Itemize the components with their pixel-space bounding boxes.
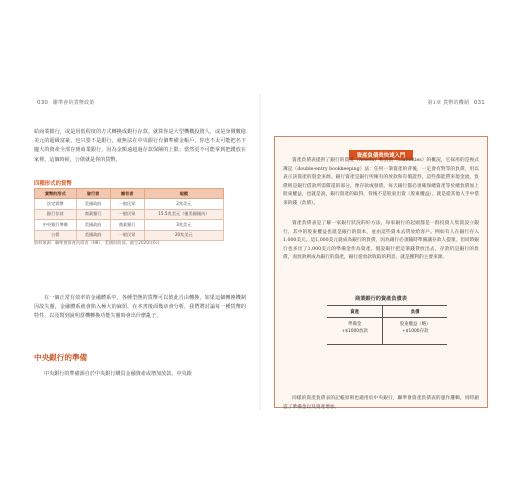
sidebar-box: [274, 136, 488, 408]
table-cell: 銀行存款: [35, 209, 77, 220]
left-header-title: 聯準會的貨幣政策: [52, 100, 95, 106]
right-page: [260, 94, 506, 410]
balance-sheet-header-cell: 資產: [327, 306, 383, 318]
table-cell: 美國政府: [76, 220, 110, 231]
table-cell: 美國政府: [76, 199, 110, 210]
table-row: [35, 230, 224, 241]
balance-sheet-liabilities-cell: [383, 318, 447, 345]
balance-sheet-entry: 股東權益（略）: [399, 322, 431, 327]
sidebar-paragraph-1: 資產負債表提供了銀行的資產（Assets）和負債（Liabilities）的概況，它採用的是複式簿記（double-entry bookkeeping）法：任何一筆資產的背後，一定會有對等的負債，用以表示該資產的資金來源。銀行資產是銀行所擁有的放款和有價證券，這些都能帶來現金流，負債則是銀行借款所需償還的部分，像存款或發債，每天銀行都必須確保總資產等於總負債加上股東權益，也就是說，銀行資產的取得，背後不是股東出資（股東權益），就是從其他人手中借來的錢（負債）。: [283, 158, 479, 206]
right-page-number: 031: [473, 100, 485, 106]
left-paragraph-3: 中央銀行的準備源自於中央銀行購買金融資產或增加放款。中央銀: [44, 371, 192, 377]
balance-sheet-table: [327, 305, 447, 345]
table-cell: 一般民眾: [110, 230, 144, 241]
table-cell: 商業銀行: [110, 220, 144, 231]
sidebar-paragraph-2: 資產負債表是了解一家銀行狀況的好方法，每家銀行的起頭都是一群投資人集資設立銀行，其中的股東權益也就是銀行的資本，並由這些資本去貸放給客戶。例如有人在銀行存入1,000美元，這1,000美元就成為銀行的負債，因為銀行必須隨時準備讓存款人提領，但同時銀行也多出了1,000美元的準備金作為資產。假設銀行把這筆錢貸放出去，存款仍是銀行的負債，而放款則成為銀行的資產，銀行從放款收取的利息，就是獲利的主要來源。: [283, 221, 479, 260]
table-cell: 法定貨幣: [35, 199, 77, 210]
balance-sheet-title: 商業銀行的資產負債表: [355, 296, 407, 302]
balance-sheet-entry: +$1000存款: [401, 329, 429, 334]
table-cell: 一般民眾: [110, 209, 144, 220]
book-spread: [14, 94, 506, 410]
table-cell: 20兆美元: [144, 230, 223, 241]
right-header-chapter: 第1章: [427, 100, 442, 106]
table-cell: 2兆美元: [144, 199, 223, 210]
right-header-title: 貨幣的機制: [443, 100, 470, 106]
table-cell: 中央銀行準備: [35, 220, 77, 231]
table-header-cell: 規模: [144, 189, 223, 199]
left-paragraph-1: 給商業銀行，或是用低程度的方式轉換成銀行存款。就算你是大型機構投資人，或是身價數億美元的超級富豪，也只要不是銀行，就無法在中央銀行有個準備金帳戶，你也不太可能把名下龐大的資產全部存到商業銀行，因為金額遠超過存款保險的上限；當然更不可能掌到把錢放在家裡，這個時候，公債就是你的貨幣。: [34, 129, 246, 163]
sidebar-box-title-label: 資產負債表快速入門: [349, 150, 414, 160]
balance-sheet-entry: 準備金: [348, 322, 362, 327]
sidebar-paragraph-3: 同樣的資產負債表的記帳原則也適用於中央銀行，聯準會資產負債表的運作邏輯，同時創造了準備金以及資產增加。: [283, 396, 479, 410]
table-header-cell: 擁有者: [110, 189, 144, 199]
table-header-cell: 貨幣的形式: [35, 189, 77, 199]
section-heading: 中央銀行的準備: [34, 353, 88, 362]
left-page-number: 030: [37, 100, 49, 106]
money-forms-table: [34, 188, 224, 241]
table-cell: 3兆美元: [144, 220, 223, 231]
table-row: [35, 209, 224, 220]
table-cell: 一般民眾: [110, 199, 144, 210]
balance-sheet-assets-cell: [327, 318, 383, 345]
table-cell: 商業銀行: [76, 209, 110, 220]
balance-sheet-entry: +$1000放款: [341, 329, 368, 334]
table-cell: 15.5兆美元（僅美國國內）: [144, 209, 223, 220]
table-cell: 美國政府: [76, 230, 110, 241]
left-paragraph-2: 在一個正常有效率的金融體系中，各種型態的貨幣可以彼此自由轉換，如果這個轉換機制因故失靈，金融體系就會陷入極大的麻煩，在本書後面幾章會分析，我們將討論每一種貨幣的特性，以及幫到說明當機轉換功能失靈時會出什麼亂子。: [34, 295, 246, 320]
table-cell: 公債: [35, 230, 77, 241]
table-caption: 四種形式的貨幣: [34, 181, 72, 187]
left-page: [14, 94, 260, 410]
balance-sheet-row: [327, 318, 447, 345]
balance-sheet-header-row: [327, 306, 447, 318]
table-source-note: 資料來源：聯準會資產負債表（H8）、美國財政部，截至2020年6月: [34, 240, 160, 245]
table-header-row: [35, 189, 224, 199]
balance-sheet-header-cell: 負債: [383, 306, 447, 318]
table-row: [35, 199, 224, 210]
table-row: [35, 220, 224, 231]
table-header-cell: 發行者: [76, 189, 110, 199]
